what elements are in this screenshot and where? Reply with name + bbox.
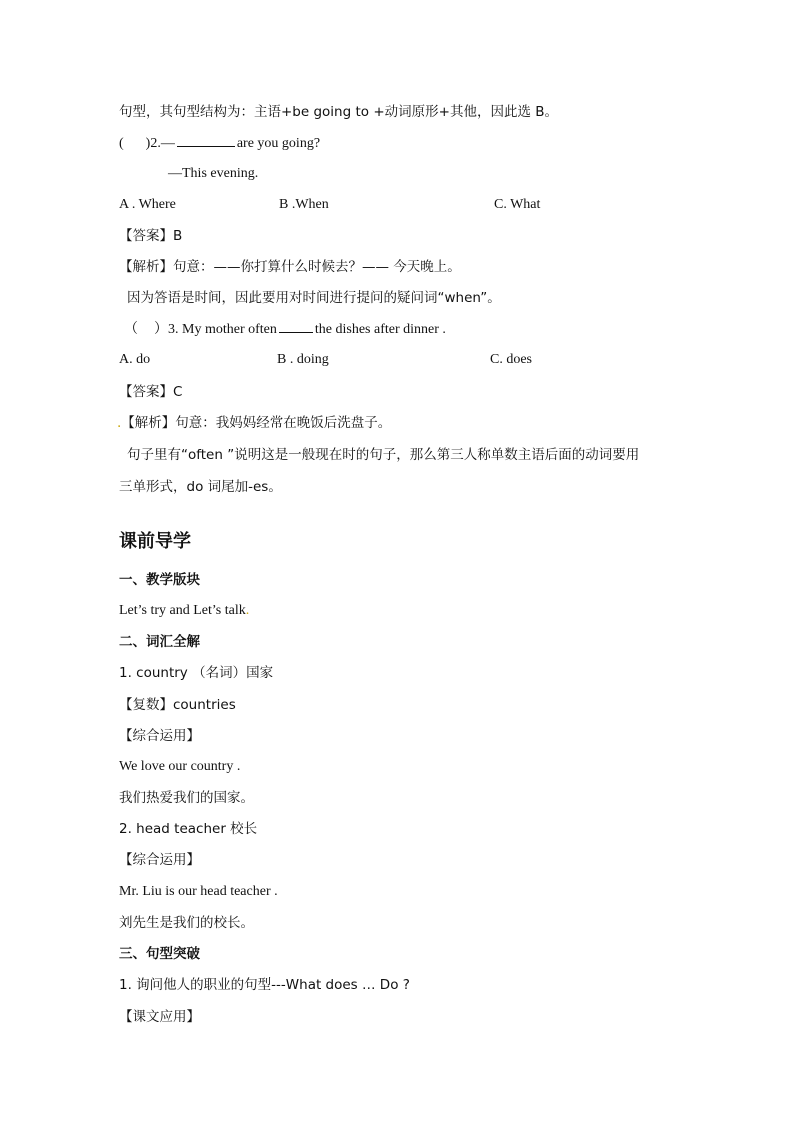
question-3 (124, 320, 446, 339)
answer-paren-open: ( (119, 136, 124, 151)
example-en: We love our country . (119, 759, 241, 774)
explanation-tail: 句型，其句型结构为：主语+be going to +动词原形+其他，因此选 B。 (119, 104, 558, 120)
part-1-text: Let’s try and Let’s talk. (119, 603, 250, 618)
part-3-title: 三、句型突破 (119, 946, 200, 962)
vocab-item-2: 2. head teacher 校长 (119, 821, 258, 837)
question-3-options (119, 351, 719, 369)
usage-label: 【综合运用】 (119, 728, 200, 744)
explanation: .【解析】句意：我妈妈经常在晚饭后洗盘子。 (117, 415, 392, 431)
question-number: )2.— (145, 136, 175, 151)
question-2 (119, 134, 320, 153)
answer-label: 【答案】B (119, 228, 183, 244)
option-b: B .When (279, 197, 329, 212)
answer-blank (177, 134, 235, 147)
answer-paren-open: （ (124, 322, 138, 337)
example-en: Mr. Liu is our head teacher . (119, 884, 278, 899)
explanation-detail-2: 三单形式，do 词尾加-es。 (119, 479, 282, 495)
answer-blank (279, 320, 313, 333)
question-2-options (119, 196, 719, 214)
part-2-title: 二、词汇全解 (119, 634, 200, 650)
question-2-reply: —This evening. (168, 166, 259, 181)
explanation: 【解析】句意：——你打算什么时候去？—— 今天晚上。 (119, 259, 461, 275)
option-a: A. do (119, 352, 151, 367)
answer-label: 【答案】C (119, 384, 183, 400)
example-cn: 我们热爱我们的国家。 (119, 790, 254, 806)
vocab-item-1: 1. country （名词）国家 (119, 665, 274, 681)
option-b: B . doing (277, 352, 329, 367)
question-number: ）3. My mother often (154, 322, 277, 337)
explanation-detail: 因为答语是时间，因此要用对时间进行提问的疑问词“when”。 (127, 290, 501, 306)
sentence-pattern-1: 1. 询问他人的职业的句型---What does … Do ? (119, 977, 410, 993)
question-text: are you going? (236, 136, 321, 151)
option-c: C. What (494, 197, 541, 212)
part-1-title: 一、教学版块 (119, 572, 200, 588)
section-title: 课前导学 (119, 531, 191, 552)
usage-label: 【综合运用】 (119, 852, 200, 868)
option-c: C. does (490, 352, 532, 367)
question-text: the dishes after dinner . (314, 322, 446, 337)
explanation-detail: 句子里有“often ”说明这是一般现在时的句子，那么第三人称单数主语后面的动词要用 (127, 447, 640, 463)
option-a: A . Where (119, 197, 176, 212)
marker-dot: . (245, 603, 250, 618)
marker-dot: . (117, 415, 122, 431)
vocab-plural: 【复数】countries (119, 697, 236, 713)
text-application-label: 【课文应用】 (119, 1009, 200, 1025)
example-cn: 刘先生是我们的校长。 (119, 915, 254, 931)
